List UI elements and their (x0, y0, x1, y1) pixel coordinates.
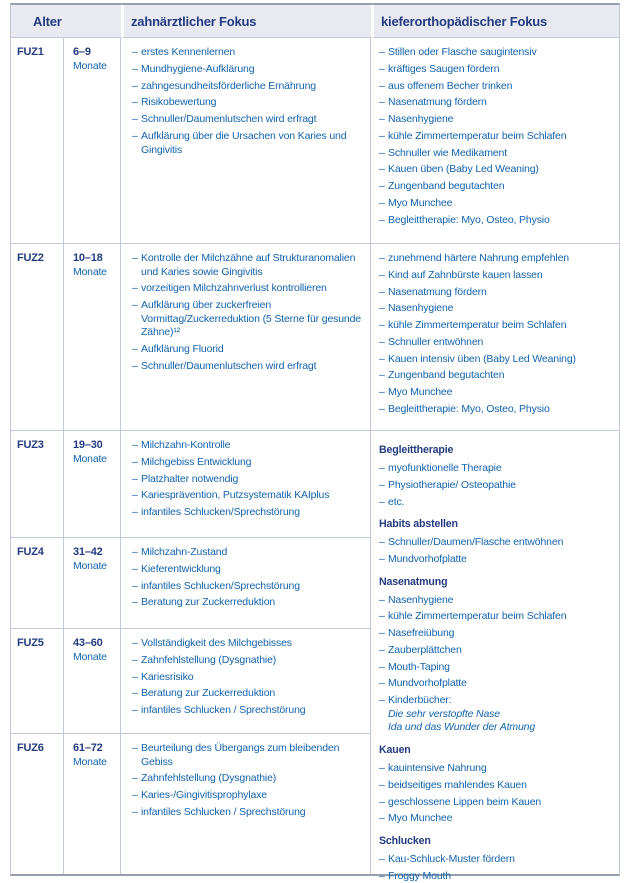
bullet-dash: – (379, 180, 385, 193)
age-unit: Monate (73, 756, 107, 768)
bullet-dash: – (379, 478, 385, 491)
list-item-text: aus offenem Becher trinken (388, 79, 513, 92)
list-item (132, 704, 364, 718)
age-range: 6–9 (73, 46, 91, 58)
section-title: Habits abstellen (379, 518, 458, 531)
list-item-text: Myo Munchee (388, 197, 453, 210)
list-item-text: kauintensive Nahrung (388, 762, 487, 774)
list-item-text: Zahnfehlstellung (Dysgnathie) (141, 772, 277, 785)
bullet-dash: – (379, 536, 385, 549)
list-item-text: Risikobewertung (141, 96, 217, 109)
list-item-text: Kontrolle der Milchzähne auf Strukturanomalien und Karies sowie Gingivitis (141, 252, 356, 278)
list-item-text: Milchzahn-Zustand (141, 546, 228, 558)
list-item (132, 439, 364, 453)
list-item (379, 163, 613, 177)
list-item-text: Aufklärung über zuckerfreien Vormittag/Zuckerreduktion (5 Sterne für gesunde Zähne)¹² (141, 299, 361, 339)
list-item (132, 343, 364, 357)
list-item (379, 677, 613, 691)
list-item-text: Begleittherapie: Myo, Osteo, Physio (388, 213, 550, 226)
merged-ortho-cell (371, 431, 619, 882)
list-item-text: Myo Munchee (388, 812, 453, 825)
dental-cell (121, 244, 371, 431)
list-item (132, 473, 364, 487)
list-item-text: Myo Munchee (388, 386, 453, 399)
list-item (379, 496, 613, 510)
list-item (379, 197, 613, 211)
list-item (132, 63, 364, 77)
list-item (132, 80, 364, 94)
age-unit: Monate (73, 60, 107, 72)
list-item-text: etc. (388, 495, 405, 508)
list-item (379, 130, 613, 144)
list-item (132, 299, 364, 340)
list-item (379, 627, 613, 641)
bullet-dash: – (379, 319, 385, 332)
list-item (132, 113, 364, 127)
bullet-dash: – (379, 129, 385, 142)
list-item-text: Milchgebiss Entwicklung (141, 455, 252, 468)
bullet-dash: – (132, 343, 138, 356)
list-item-text: beidseitiges mahlendes Kauen (388, 778, 527, 791)
list-item (132, 46, 364, 60)
bullet-dash: – (379, 694, 385, 707)
bullet-dash: – (132, 704, 138, 717)
bullet-dash: – (132, 46, 138, 58)
list-item (379, 319, 613, 333)
bullet-dash: – (132, 62, 138, 75)
row-label-cell: FUZ5 (11, 629, 64, 734)
list-item-text: Kinderbücher: Die sehr verstopfte Nase Ida und das Wunder der Atmung (388, 694, 613, 735)
ortho-section (379, 835, 613, 883)
list-item (132, 546, 364, 560)
list-item (132, 282, 364, 296)
header-alter: Alter (11, 5, 121, 38)
bullet-dash: – (379, 285, 385, 298)
list-item (379, 63, 613, 77)
list-item (379, 46, 613, 60)
list-item-text: Mundvorhofplatte (388, 677, 467, 690)
dental-cell (121, 629, 371, 734)
bullet-dash: – (132, 562, 138, 575)
list-item-text: Platzhalter notwendig (141, 472, 239, 485)
list-item (379, 661, 613, 675)
bullet-dash: – (379, 386, 385, 399)
bullet-dash: – (379, 62, 385, 75)
list-item (132, 563, 364, 577)
row-label-cell: FUZ1 (11, 38, 64, 244)
age-cell (64, 538, 121, 629)
list-item-text: Vollständigkeit des Milchgebisses (141, 637, 292, 649)
dental-cell (121, 538, 371, 629)
list-item (132, 506, 364, 520)
age-range: 31–42 (73, 546, 103, 558)
age-range: 61–72 (73, 742, 103, 754)
bullet-dash: – (132, 472, 138, 485)
bullet-dash: – (379, 352, 385, 365)
bullet-dash: – (132, 805, 138, 818)
bullet-dash: – (132, 637, 138, 649)
book-title: Ida und das Wunder der Atmung (388, 721, 536, 734)
list-item-text: Milchzahn-Kontrolle (141, 439, 231, 451)
list-item (132, 806, 364, 820)
list-item (379, 214, 613, 228)
list-item-text: Kieferentwicklung (141, 562, 221, 575)
list-item (379, 462, 613, 476)
ortho-section (379, 518, 613, 566)
age-cell (64, 38, 121, 244)
bullet-dash: – (379, 462, 385, 474)
list-item-text: Kariesrisiko (141, 670, 194, 683)
list-item (379, 762, 613, 776)
bullet-dash: – (132, 772, 138, 785)
list-item-text: Stillen oder Flasche saugintensiv (388, 46, 537, 58)
list-item (132, 789, 364, 803)
ortho-section (379, 444, 613, 509)
bullet-dash: – (379, 552, 385, 565)
list-item-text: Nasenhygiene (388, 593, 454, 606)
bullet-dash: – (379, 79, 385, 92)
list-item-text: infantiles Schlucken / Sprechstörung (141, 704, 306, 717)
bullet-dash: – (132, 670, 138, 683)
bullet-dash: – (379, 113, 385, 126)
list-item (379, 870, 613, 883)
list-item-text: Begleittherapie: Myo, Osteo, Physio (388, 403, 550, 416)
list-item-text: Nasenhygiene (388, 113, 454, 126)
age-cell (64, 431, 121, 538)
list-item (132, 637, 364, 651)
list-item (132, 742, 364, 769)
list-item-text: zahngesundheitsförderliche Ernährung (141, 79, 316, 92)
section-title: Nasenatmung (379, 575, 448, 588)
bullet-dash: – (379, 852, 385, 865)
list-item (379, 269, 613, 283)
bullet-dash: – (132, 359, 138, 372)
bullet-dash: – (132, 546, 138, 558)
section-title: Begleittherapie (379, 444, 454, 456)
bullet-dash: – (132, 742, 138, 754)
bullet-dash: – (132, 282, 138, 295)
list-item (379, 386, 613, 400)
list-item-text: Zungenband begutachten (388, 369, 505, 382)
list-item (379, 80, 613, 94)
list-item-text: Nasenhygiene (388, 302, 454, 315)
list-item (132, 360, 364, 374)
list-item-text: Beurteilung des Übergangs zum bleibenden Gebiss (141, 742, 340, 768)
list-item (379, 302, 613, 316)
list-item (132, 654, 364, 668)
bullet-dash: – (132, 687, 138, 700)
bullet-dash: – (132, 489, 138, 502)
list-item (132, 687, 364, 701)
bullet-dash: – (379, 268, 385, 281)
list-item (132, 489, 364, 503)
list-item (379, 694, 613, 735)
list-item-text: Nasefreiübung (388, 627, 455, 640)
list-item (379, 644, 613, 658)
list-item (132, 96, 364, 110)
list-item-text: Schnuller/Daumenlutschen wird erfragt (141, 113, 317, 126)
section-title: Kauen (379, 744, 411, 756)
bullet-dash: – (132, 455, 138, 468)
list-item-text: Zauberplättchen (388, 643, 462, 656)
list-item-text: Schnuller entwöhnen (388, 335, 484, 348)
bullet-dash: – (379, 495, 385, 508)
bullet-dash: – (132, 506, 138, 519)
ortho-section (379, 744, 613, 826)
age-unit: Monate (73, 651, 107, 663)
bullet-dash: – (379, 213, 385, 226)
bullet-dash: – (379, 163, 385, 176)
bullet-dash: – (379, 778, 385, 791)
list-item (379, 96, 613, 110)
bullet-dash: – (379, 96, 385, 109)
list-item-text: kühle Zimmertemperatur beim Schlafen (388, 610, 567, 623)
list-item (132, 252, 364, 279)
bullet-dash: – (379, 660, 385, 673)
list-item-text: Kind auf Zahnbürste kauen lassen (388, 268, 543, 281)
list-item-text: kühle Zimmertemperatur beim Schlafen (388, 129, 567, 142)
row-label-cell: FUZ2 (11, 244, 64, 431)
list-item (379, 353, 613, 367)
list-item (379, 113, 613, 127)
bullet-dash: – (132, 596, 138, 609)
list-item-text: Aufklärung über die Ursachen von Karies und Gingivitis (141, 129, 347, 156)
list-item-text: Beratung zur Zuckerreduktion (141, 687, 276, 700)
row-label-cell: FUZ4 (11, 538, 64, 629)
list-item-text: Kauen intensiv üben (Baby Led Weaning) (388, 352, 576, 365)
age-unit: Monate (73, 453, 107, 465)
header-ortho: kieferorthopädischer Fokus (371, 5, 619, 38)
bullet-dash: – (132, 252, 138, 264)
list-item (379, 403, 613, 417)
ortho-cell (371, 38, 619, 244)
list-item-text: infantiles Schlucken/Sprechstörung (141, 579, 300, 592)
list-item (132, 580, 364, 594)
list-item-text: vorzeitigen Milchzahnverlust kontrollieren (141, 282, 327, 295)
list-item-text: Schnuller wie Medikament (388, 146, 507, 159)
list-item-text: Kauen üben (Baby Led Weaning) (388, 163, 539, 176)
bullet-dash: – (132, 653, 138, 666)
age-cell (64, 734, 121, 874)
list-item (379, 286, 613, 300)
list-item-text: Froggy Mouth (388, 869, 451, 882)
list-item-text: Zungenband begutachten (388, 180, 505, 193)
list-item (379, 252, 613, 266)
age-range: 19–30 (73, 439, 103, 451)
list-item-text: kühle Zimmertemperatur beim Schlafen (388, 319, 567, 332)
list-item-text: geschlossene Lippen beim Kauen (388, 795, 542, 808)
age-range: 10–18 (73, 252, 103, 264)
age-unit: Monate (73, 266, 107, 278)
bullet-dash: – (132, 439, 138, 451)
list-item (132, 456, 364, 470)
bullet-dash: – (379, 369, 385, 382)
bullet-dash: – (379, 146, 385, 159)
section-title: Schlucken (379, 834, 431, 847)
list-item (379, 536, 613, 550)
bullet-dash: – (379, 869, 385, 882)
list-item-text: Zahnfehlstellung (Dysgnathie) (141, 653, 277, 666)
list-item-text: Beratung zur Zuckerreduktion (141, 596, 276, 609)
list-item-text: Physiotherapie/ Osteopathie (388, 478, 516, 491)
list-item (379, 147, 613, 161)
bullet-dash: – (132, 96, 138, 109)
bullet-dash: – (379, 812, 385, 825)
list-item (132, 772, 364, 786)
list-item (379, 369, 613, 383)
age-range: 43–60 (73, 637, 103, 649)
list-item-text: infantiles Schlucken / Sprechstörung (141, 805, 306, 818)
bullet-dash: – (379, 593, 385, 606)
bullet-dash: – (132, 579, 138, 592)
list-item (132, 130, 364, 157)
list-item (379, 853, 613, 867)
list-item (379, 796, 613, 810)
list-item (379, 180, 613, 194)
dental-cell (121, 431, 371, 538)
list-item-text: zunehmend härtere Nahrung empfehlen (388, 252, 569, 264)
list-item (379, 812, 613, 826)
bullet-dash: – (379, 627, 385, 640)
bullet-dash: – (379, 197, 385, 210)
list-item-text: Kariesprävention, Putzsystematik KAIplus (141, 489, 330, 502)
bullet-dash: – (379, 610, 385, 623)
list-item-text: Nasenatmung fördern (388, 285, 487, 298)
list-item-text: infantiles Schlucken/Sprechstörung (141, 506, 300, 519)
list-item-text: kräftiges Saugen fördern (388, 62, 500, 75)
list-item (379, 610, 613, 624)
age-unit: Monate (73, 560, 107, 572)
bullet-dash: – (132, 299, 138, 312)
list-item-text: Karies-/Gingivitisprophylaxe (141, 789, 267, 802)
bullet-dash: – (132, 113, 138, 126)
list-item-text: Aufklärung Fluorid (141, 343, 224, 356)
bullet-dash: – (132, 79, 138, 92)
list-item-text: Mundhygiene-Aufklärung (141, 62, 255, 75)
bullet-dash: – (379, 762, 385, 774)
list-item-text: myofunktionelle Therapie (388, 462, 502, 474)
list-item (132, 671, 364, 685)
list-item-text: Kau-Schluck-Muster fördern (388, 852, 515, 865)
age-cell (64, 244, 121, 431)
age-cell (64, 629, 121, 734)
bullet-dash: – (132, 789, 138, 802)
bullet-dash: – (379, 677, 385, 690)
bullet-dash: – (379, 795, 385, 808)
ortho-cell (371, 244, 619, 431)
book-title: Die sehr verstopfte Nase (388, 707, 500, 720)
ortho-section (379, 576, 613, 735)
list-item-text: erstes Kennenlernen (141, 46, 236, 58)
header-dental: zahnärztlicher Fokus (121, 5, 371, 38)
row-label-cell: FUZ3 (11, 431, 64, 538)
list-item (132, 596, 364, 610)
bullet-dash: – (379, 46, 385, 58)
bullet-dash: – (379, 252, 385, 264)
dental-cell (121, 734, 371, 874)
list-item (379, 336, 613, 350)
bullet-dash: – (132, 129, 138, 142)
row-label-cell: FUZ6 (11, 734, 64, 874)
list-item-text: Mouth-Taping (388, 660, 450, 673)
list-item (379, 594, 613, 608)
list-item-text: Schnuller/Daumenlutschen wird erfragt (141, 359, 317, 372)
list-item (379, 779, 613, 793)
bullet-dash: – (379, 335, 385, 348)
bullet-dash: – (379, 643, 385, 656)
bullet-dash: – (379, 403, 385, 416)
list-item-text: Schnuller/Daumen/Flasche entwöhnen (388, 536, 564, 549)
list-item-text: Nasenatmung fördern (388, 96, 487, 109)
dental-cell (121, 38, 371, 244)
fuz-table (10, 3, 620, 882)
list-item (379, 553, 613, 567)
bullet-dash: – (379, 302, 385, 315)
list-item-text: Mundvorhofplatte (388, 552, 467, 565)
list-item (379, 479, 613, 493)
